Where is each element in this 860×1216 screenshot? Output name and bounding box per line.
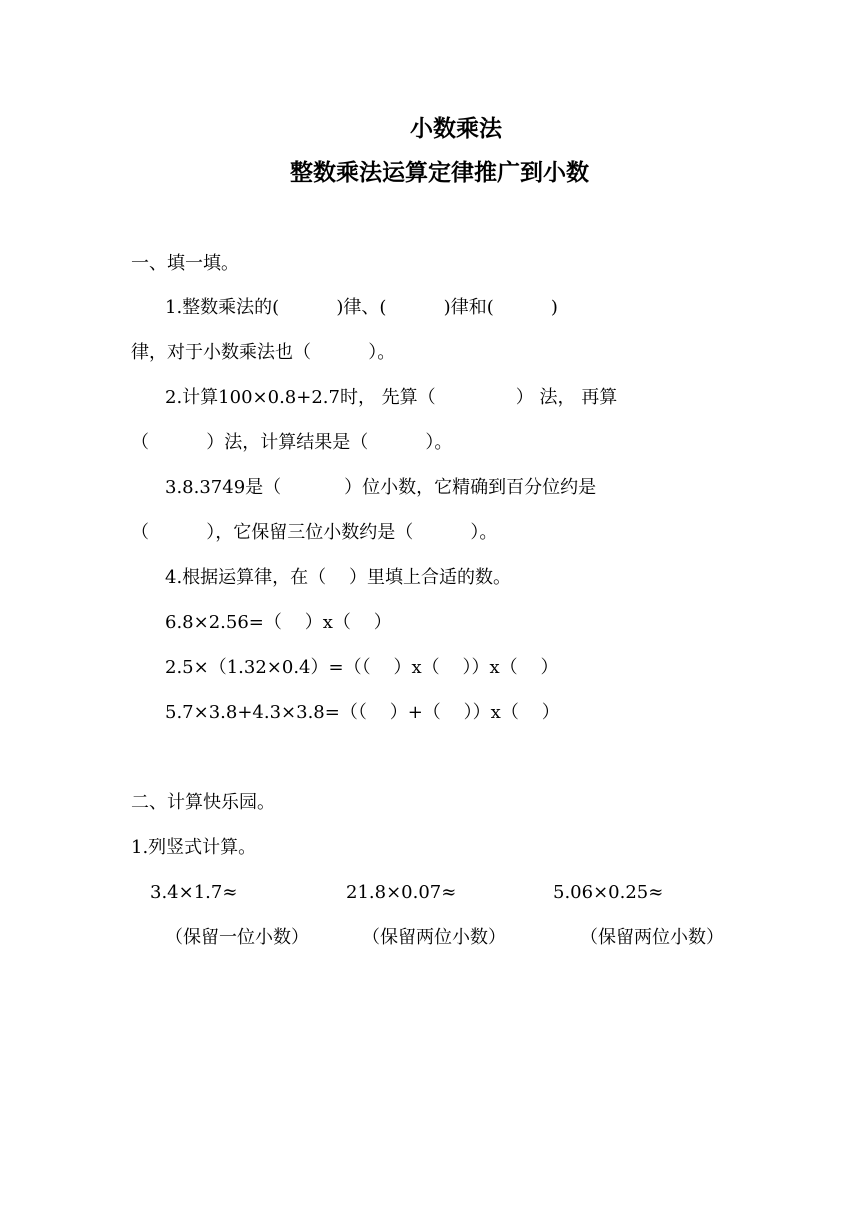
doc-title: 小数乘法 [410,115,502,142]
section2-heading: 二、计算快乐园。 [131,792,275,813]
equation-1: 6.8×2.56=（ ）x（ ） [165,612,392,633]
q3-line1: 3.8.3749是（ ）位小数，它精确到百分位约是 [165,477,597,498]
problem-note: （保留两位小数） [362,927,506,948]
equation-2: 2.5×（1.32×0.4）=（（ ）x（ ））x（ ） [165,657,559,678]
problem-expr: 21.8×0.07≈ [346,882,457,903]
problem-note: （保留两位小数） [580,927,724,948]
section2-sub: 1.列竖式计算。 [131,837,257,858]
problem-note: （保留一位小数） [165,927,309,948]
q1-line2: 律，对于小数乘法也（ ）。 [131,342,396,363]
doc-subtitle: 整数乘法运算定律推广到小数 [290,159,589,186]
equation-3: 5.7×3.8+4.3×3.8=（（ ）+（ ））x（ ） [165,702,560,723]
q2-line1: 2.计算100×0.8+2.7时， 先算（ ） 法， 再算 [165,387,618,408]
q2-line2: （ ）法，计算结果是（ ）。 [131,432,453,453]
section1-heading: 一、填一填。 [131,253,239,274]
q1-line1: 1.整数乘法的( )律、( )律和( ) [165,297,558,318]
q3-line2: （ ），它保留三位小数约是（ ）。 [131,522,498,543]
problem-expr: 5.06×0.25≈ [553,882,664,903]
q4-instruction: 4.根据运算律，在（ ）里填上合适的数。 [165,567,512,588]
problem-expr: 3.4×1.7≈ [150,882,238,903]
